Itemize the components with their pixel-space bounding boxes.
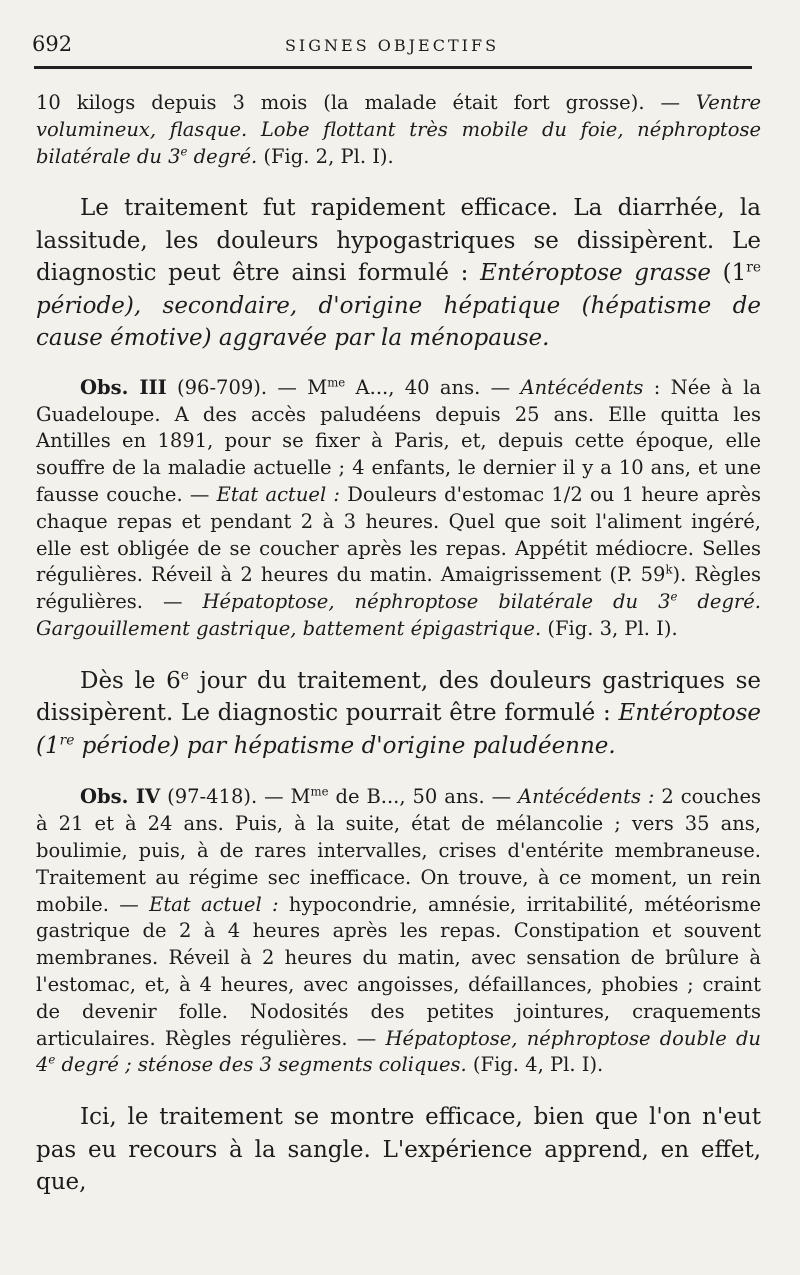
paragraph-gap [36,170,761,192]
paragraph-gap [36,762,761,784]
running-title: SIGNES OBJECTIFS [284,36,500,55]
paragraph-treatment [36,1101,761,1199]
text-run: (96-709). — M [166,375,328,399]
italic-text: Entéroptose grasse [480,260,711,287]
superscript-text: e [670,589,678,604]
observation-label: Obs. III [80,375,167,399]
text-run: (Fig. 3, Pl. I). [541,617,678,641]
superscript-text: re [59,732,75,749]
paragraph-obs4 [36,784,761,1079]
paragraph-obs2-end [36,90,761,170]
superscript-text: e [48,1052,56,1067]
text-run: (Fig. 2, Pl. I). [257,144,394,168]
italic-text: période) par hépatisme d'origine paludéenne. [74,732,616,759]
text-run: Le traitement fut rapidement efficace. La diarrhée, la lassitude, les douleurs hypogastriques se dissipèrent. Le diagnostic peut être ainsi formulé : [36,195,761,287]
italic-text: Ventre volumineux, flasque. Lobe flottant très mobile du foie, néphroptose bilatérale du 3 [36,91,761,168]
superscript-text: me [327,375,346,390]
page-body [36,90,761,1199]
page-header [32,30,752,60]
text-run: Douleurs d'estomac 1/2 ou 1 heure après chaque repas et pendant 2 à 3 heures. Quel que soit l'aliment ingéré, elle est obligée de se coucher après les repas. Appétit médiocre. Selles régulières. Réveil à 2 heures du matin. Amaigrissement (P. 59 [36,483,762,587]
paragraph-diagnosis-2 [36,665,761,763]
text-run: A..., 40 ans. — [345,375,521,399]
text-run: de B..., 50 ans. — [328,785,519,809]
superscript-text: k [665,562,673,577]
text-run: (97-418). — M [160,785,311,809]
paragraph-gap [36,643,761,665]
italic-text: période), secondaire, d'origine hépatique (hépatisme de cause émotive) aggravée par la ménopause. [36,292,761,352]
italic-text: Hépatoptose, néphroptose bilatérale du 3 [202,590,671,614]
observation-label: Obs. IV [80,785,161,809]
text-run: Ici, le traitement se montre efficace, bien que l'on n'eut pas eu recours à la sangle. L'expérience apprend, en effet, que, [36,1104,761,1196]
superscript-text: re [746,259,761,276]
text-run: 10 kilogs depuis 3 mois (la malade était fort grosse). — [36,91,696,114]
paragraph-gap [36,1079,761,1101]
paragraph-obs3 [36,375,761,643]
italic-text: degré. [187,144,258,168]
italic-text: Antécédents : [518,785,655,809]
superscript-text: me [310,784,329,799]
italic-text: Etat actuel : [149,892,279,916]
text-run: (Fig. 4, Pl. I). [466,1053,604,1077]
text-run: ). Règles régulières. — [36,563,761,614]
italic-text: degré. Gargouillement gastrique, battement épigastrique. [36,590,761,641]
text-run: Dès le 6 [80,667,181,694]
italic-text: Hépatoptose, néphroptose double du 4 [36,1026,761,1077]
italic-text: Antécédents [520,375,644,399]
paragraph-diagnosis-1 [36,192,761,355]
superscript-text: e [180,667,189,684]
text-run: 2 couches à 21 et à 24 ans. Puis, à la suite, état de mélancolie ; vers 35 ans, boulimie, puis, à de rares intervalles, crises d'entérite membraneuse. Traitement au régime sec inefficace. On trouve, à ce moment, un rein mobile. — [36,785,762,916]
header-rule [34,66,752,69]
text-run: : Née à la Guadeloupe. A des accès paludéens depuis 25 ans. Elle quitta les Antilles en 1891, pour se fixer à Paris, et, depuis cette époque, elle souffre de la maladie actuelle ; 4 enfants, le dernier il y a 10 ans, et une fausse couche. — [36,375,761,507]
italic-text: Entéroptose (1 [36,700,761,759]
paragraph-gap [36,355,761,375]
text-run: hypocondrie, amnésie, irritabilité, météorisme gastrique de 2 à 4 heures après les repas. Constipation et souvent membranes. Réveil à 2 heures du matin, avec sensation de brûlure à l'estomac, et, à 4 heures, avec angoisses, défaillances, phobies ; craint de devenir folle. Nodosités des petites jointures, craquements articulaires. Règles régulières. — [36,892,761,1050]
superscript-text: e [180,144,188,159]
text-run: (1 [710,260,747,287]
text-run: jour du traitement, des douleurs gastriques se dissipèrent. Le diagnostic pourrait être formulé : [36,667,761,727]
page-number: 692 [32,32,73,56]
italic-text: degré ; sténose des 3 segments coliques. [55,1053,467,1077]
italic-text: Etat actuel : [216,483,341,507]
